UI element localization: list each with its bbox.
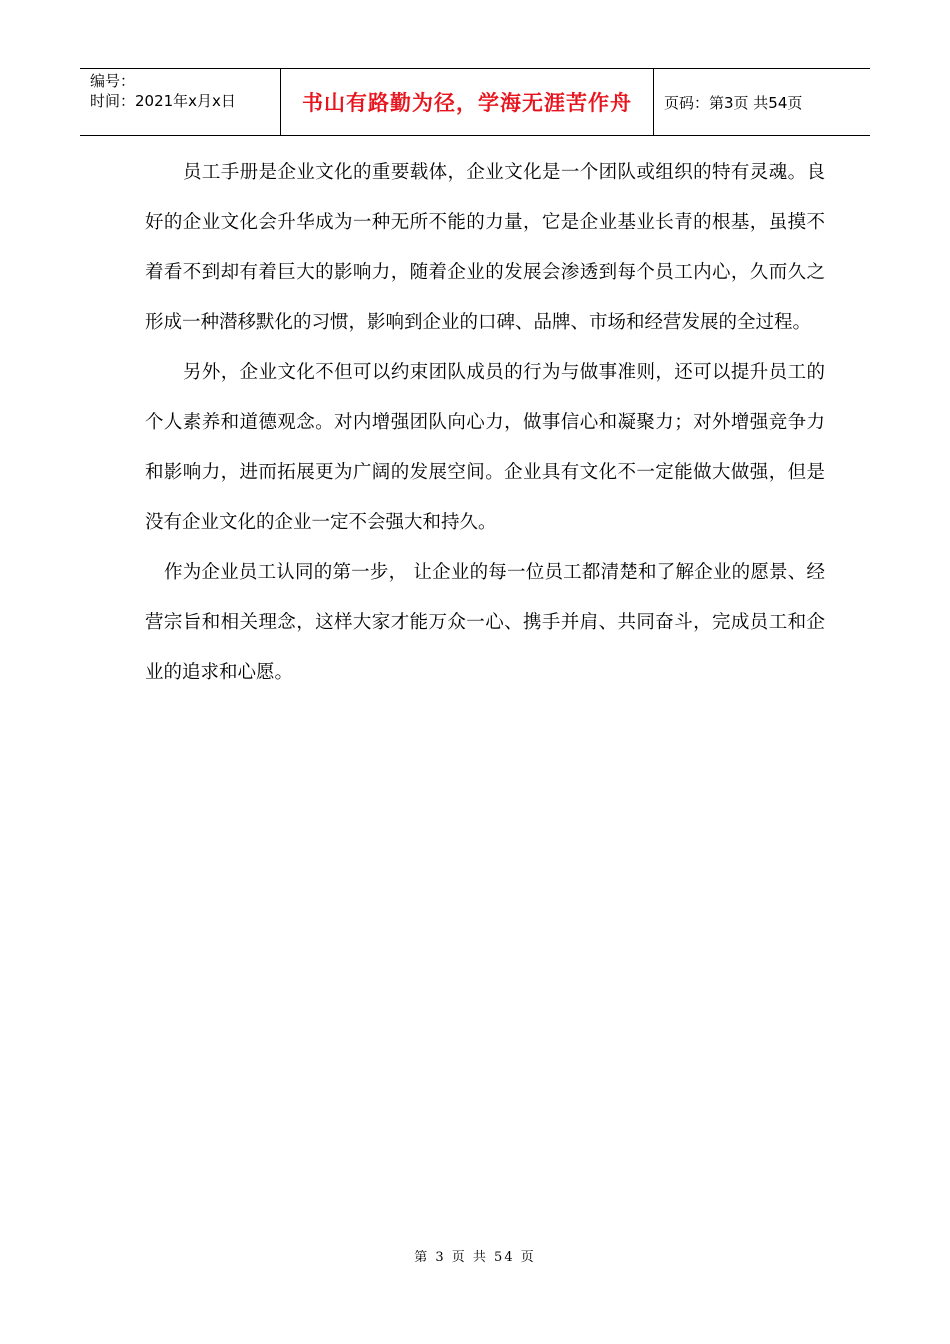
page-info-text: 页码：第3页 共54页 [664, 93, 803, 112]
paragraph-2: 另外，企业文化不但可以约束团队成员的行为与做事准则，还可以提升员工的个人素养和道德观念。对内增强团队向心力，做事信心和凝聚力；对外增强竞争力和影响力，进而拓展更为广阔的发展空间。企业具有文化不一定能做大做强，但是没有企业文化的企业一定不会强大和持久。 [145, 362, 825, 533]
footer-page-number: 第 3 页 共 54 页 [414, 1250, 536, 1265]
page-footer [0, 1246, 950, 1265]
document-body [145, 148, 825, 698]
header-motto [281, 69, 654, 135]
motto-text: 书山有路勤为径，学海无涯苦作舟 [302, 91, 632, 115]
header-meta [80, 69, 281, 135]
paragraph-3: 作为企业员工认同的第一步， 让企业的每一位员工都清楚和了解企业的愿景、经营宗旨和相关理念，这样大家才能万众一心、携手并肩、共同奋斗，完成员工和企业的追求和心愿。 [145, 562, 825, 683]
header-page-info [654, 69, 870, 135]
date-label: 时间：2021年x月x日 [90, 92, 236, 110]
paragraph-1: 员工手册是企业文化的重要载体，企业文化是一个团队或组织的特有灵魂。良好的企业文化会升华成为一种无所不能的力量，它是企业基业长青的根基，虽摸不着看不到却有着巨大的影响力，随着企业的发展会渗透到每个员工内心，久而久之形成一种潜移默化的习惯，影响到企业的口碑、品牌、市场和经营发展的全过程。 [145, 162, 825, 333]
page-header [80, 68, 870, 136]
serial-number-label: 编号： [90, 72, 136, 90]
